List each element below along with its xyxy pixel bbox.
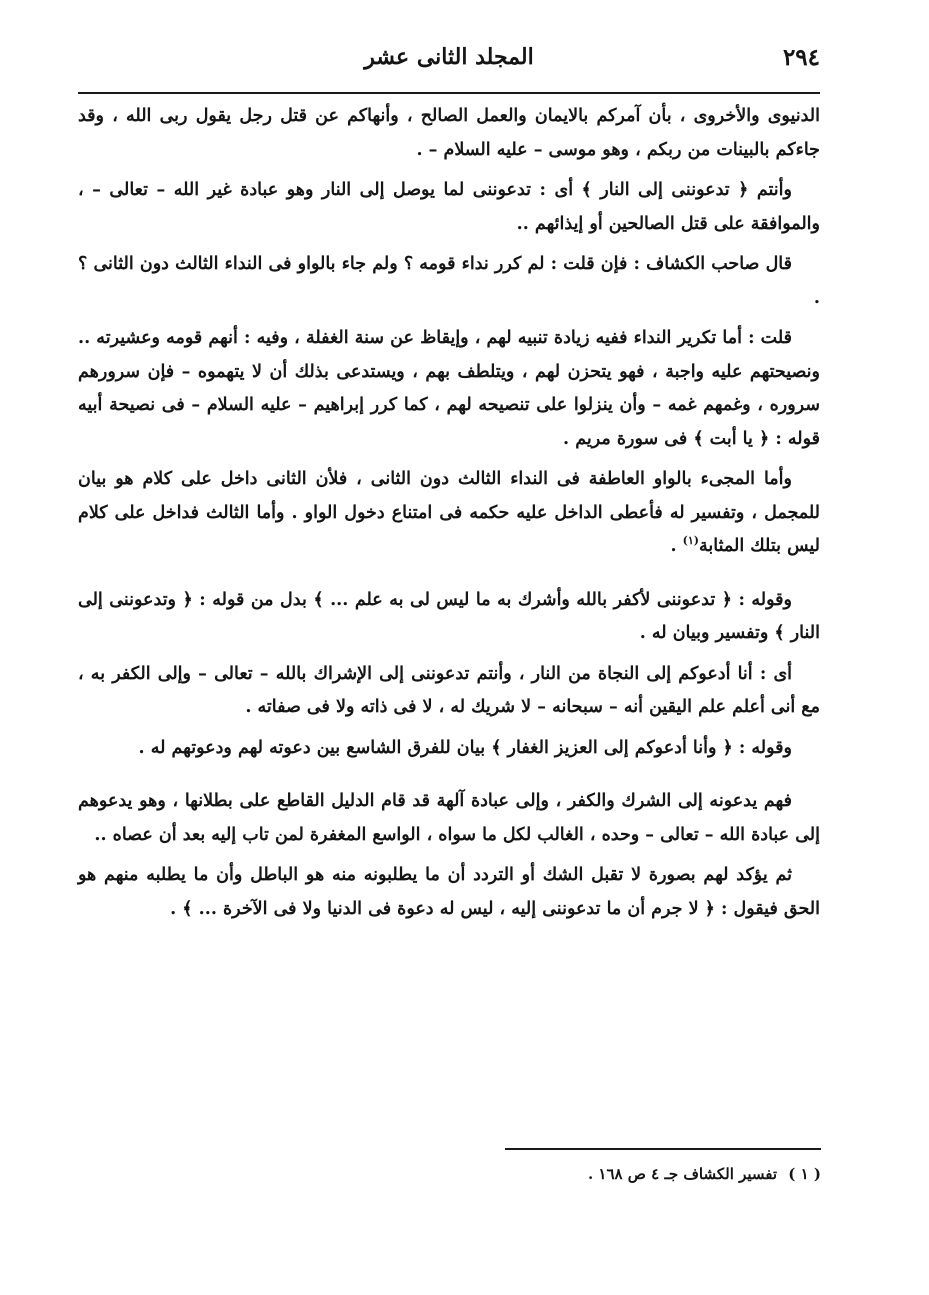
paragraph-end: . [670, 536, 683, 556]
header-rule [78, 92, 820, 94]
paragraph: وقوله : ﴿ تدعوننى لأكفر بالله وأشرك به ما ليس لى به علم ... ﴾ بدل من قوله : ﴿ وتدعوننى إلى النار ﴾ وتفسير وبيان له . [78, 589, 820, 643]
body-text [78, 100, 820, 933]
paragraph: وأنتم ﴿ تدعوننى إلى النار ﴾ أى : تدعوننى لما يوصل إلى النار وهو عبادة غير الله – تعالى – ، والموافقة على قتل الصالحين أو إيذائهم .. [78, 180, 820, 234]
running-title: المجلد الثانى عشر [364, 44, 534, 70]
paragraph: أى : أنا أدعوكم إلى النجاة من النار ، وأنتم تدعوننى إلى الإشراك بالله – تعالى – وإلى الكفر به ، مع أنى أعلم علم اليقين أنه – سبحانه – لا شريك له ، لا فى ذاته ولا فى صفاته . [78, 663, 820, 717]
paragraph: وقوله : ﴿ وأنا أدعوكم إلى العزيز الغفار ﴾ بيان للفرق الشاسع بين دعوته لهم ودعوتهم له . [138, 737, 792, 758]
footnote [505, 1162, 821, 1186]
paragraph: قال صاحب الكشاف : فإن قلت : لم كرر نداء قومه ؟ ولم جاء بالواو فى النداء الثالث دون الثانى ؟ . [78, 254, 820, 308]
paragraph: قلت : أما تكرير النداء ففيه زيادة تنبيه لهم ، وإيقاظ عن سنة الغفلة ، وفيه : أنهم قومه وعشيرته .. ونصيحتهم عليه واجبة ، فهو يتحزن لهم ، ويتلطف بهم ، ويستدعى بذلك أن لا يتهموه – فإن سرورهم سروره ، وغمهم غمه – وأن ينزلوا على تنصيحه لهم ، كما كرر إبراهيم – عليه السلام – فى نصيحة أبيه قوله : ﴿ يا أبت ﴾ فى سورة مريم . [78, 328, 820, 449]
paragraph-text: وأما المجىء بالواو العاطفة فى النداء الثالث دون الثانى ، فلأن الثانى داخل على كلام هو بيان للمجمل ، وتفسير له فأعطى الداخل عليه حكمه فى امتناع دخول الواو . وأما الثالث فداخل على كلام ليس بتلك المثابة [78, 469, 820, 556]
paragraph: فهم يدعونه إلى الشرك والكفر ، وإلى عبادة آلهة قد قام الدليل القاطع على بطلانها ، وهو يدعوهم إلى عبادة الله – تعالى – وحده ، الغالب لكل ما سواه ، الواسع المغفرة لمن تاب إليه بعد أن عصاه .. [78, 791, 820, 845]
paragraph-with-footnote [78, 463, 820, 564]
footnote-number: ( ١ ) [788, 1165, 821, 1183]
paragraph: ثم يؤكد لهم بصورة لا تقبل الشك أو التردد أن ما يطلبونه منه هو الباطل وأن ما يطلبه منهم هو الحق فيقول : ﴿ لا جرم أن ما تدعوننى إليه ، ليس له دعوة فى الدنيا ولا فى الآخرة ... ﴾ . [78, 865, 820, 919]
page-header [78, 40, 820, 84]
footnote-rule [505, 1148, 821, 1150]
paragraph: الدنيوى والأخروى ، بأن آمركم بالايمان والعمل الصالح ، وأنهاكم عن قتل رجل يقول ربى الله ، وقد جاءكم بالبينات من ربكم ، وهو موسى – عليه السلام – . [78, 106, 820, 160]
footnote-text: تفسير الكشاف جـ ٤ ص ١٦٨ . [587, 1165, 778, 1183]
page-number: ٢٩٤ [782, 44, 820, 71]
footnote-marker: (١) [682, 534, 700, 548]
